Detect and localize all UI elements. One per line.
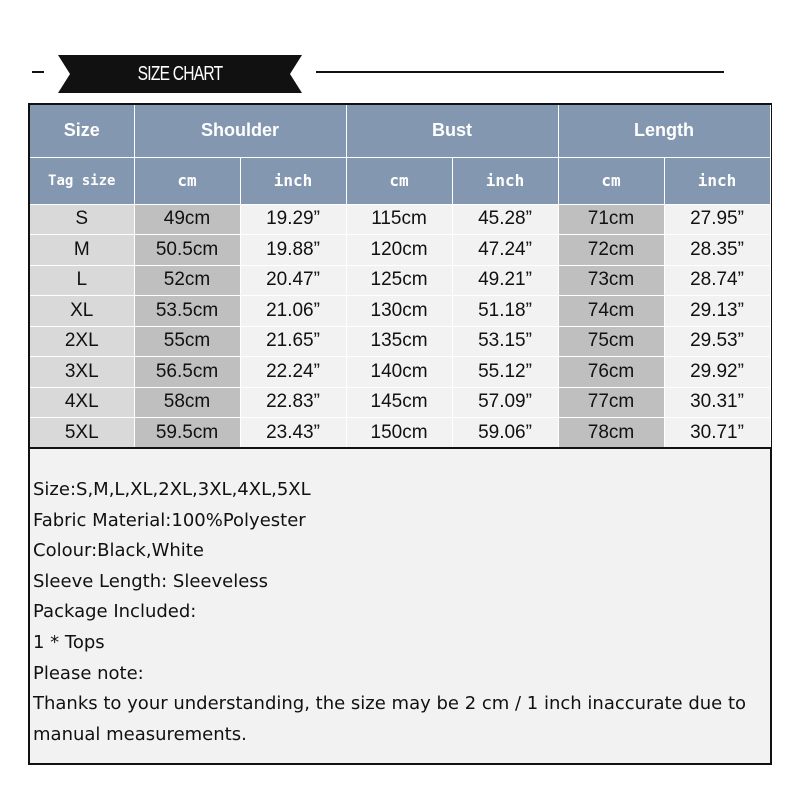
shoulder-cm-cell: 50.5cm [134, 235, 240, 266]
length-cm-cell: 78cm [558, 418, 664, 449]
shoulder-cm-cell: 59.5cm [134, 418, 240, 449]
shoulder-inch-cell: 21.65” [240, 326, 346, 357]
note-line: Sleeve Length: Sleeveless [33, 570, 269, 592]
table-row [30, 387, 770, 418]
table-row [30, 357, 770, 388]
table-row [30, 296, 770, 327]
banner-notch-right [290, 55, 302, 93]
bust-inch-cell: 47.24” [452, 235, 558, 266]
note-line: Fabric Material:100%Polyester [33, 509, 306, 531]
length-cm-cell: 73cm [558, 265, 664, 296]
length-cm-cell: 76cm [558, 357, 664, 388]
bust-cm-cell: 130cm [346, 296, 452, 327]
bust-inch-cell: 51.18” [452, 296, 558, 327]
size-cell: XL [30, 296, 134, 327]
size-cell: M [30, 235, 134, 266]
unit-header-row [30, 157, 770, 204]
size-chart-header [0, 50, 800, 100]
note-line: Size:S,M,L,XL,2XL,3XL,4XL,5XL [33, 479, 311, 500]
header-unit: cm [558, 157, 664, 204]
page-title: SIZE CHART [137, 63, 223, 85]
shoulder-inch-cell: 19.29” [240, 204, 346, 235]
size-cell: 5XL [30, 418, 134, 449]
header-unit: inch [664, 157, 770, 204]
bust-inch-cell: 55.12” [452, 357, 558, 388]
shoulder-inch-cell: 22.83” [240, 387, 346, 418]
shoulder-cm-cell: 58cm [134, 387, 240, 418]
header-unit: inch [452, 157, 558, 204]
bust-cm-cell: 115cm [346, 204, 452, 235]
size-table [30, 105, 771, 449]
header-tag-size: Tag size [30, 157, 134, 204]
product-notes [33, 475, 769, 750]
length-inch-cell: 27.95” [664, 204, 770, 235]
length-inch-cell: 28.74” [664, 265, 770, 296]
header-length: Length [558, 105, 770, 157]
length-inch-cell: 30.31” [664, 387, 770, 418]
header-unit: cm [346, 157, 452, 204]
table-row [30, 235, 770, 266]
table-row [30, 418, 770, 449]
bust-inch-cell: 45.28” [452, 204, 558, 235]
length-inch-cell: 28.35” [664, 235, 770, 266]
table-row [30, 265, 770, 296]
note-line: Colour:Black,White [33, 540, 204, 562]
length-inch-cell: 30.71” [664, 418, 770, 449]
size-cell: L [30, 265, 134, 296]
bust-inch-cell: 57.09” [452, 387, 558, 418]
bust-inch-cell: 59.06” [452, 418, 558, 449]
shoulder-cm-cell: 53.5cm [134, 296, 240, 327]
length-cm-cell: 72cm [558, 235, 664, 266]
size-cell: 3XL [30, 357, 134, 388]
size-cell: 2XL [30, 326, 134, 357]
shoulder-cm-cell: 49cm [134, 204, 240, 235]
bust-cm-cell: 145cm [346, 387, 452, 418]
shoulder-cm-cell: 55cm [134, 326, 240, 357]
note-line: Please note: [33, 662, 144, 684]
length-cm-cell: 74cm [558, 296, 664, 327]
note-line: 1 * Tops [33, 631, 105, 653]
shoulder-inch-cell: 23.43” [240, 418, 346, 449]
bust-cm-cell: 140cm [346, 357, 452, 388]
header-size: Size [30, 105, 134, 157]
title-banner [58, 55, 302, 93]
shoulder-cm-cell: 56.5cm [134, 357, 240, 388]
header-bust: Bust [346, 105, 558, 157]
header-unit: inch [240, 157, 346, 204]
length-cm-cell: 75cm [558, 326, 664, 357]
length-inch-cell: 29.92” [664, 357, 770, 388]
note-line: Package Included: [33, 601, 197, 623]
size-cell: 4XL [30, 387, 134, 418]
shoulder-inch-cell: 19.88” [240, 235, 346, 266]
bust-cm-cell: 120cm [346, 235, 452, 266]
length-cm-cell: 71cm [558, 204, 664, 235]
bust-inch-cell: 53.15” [452, 326, 558, 357]
shoulder-inch-cell: 20.47” [240, 265, 346, 296]
header-unit: cm [134, 157, 240, 204]
header-shoulder: Shoulder [134, 105, 346, 157]
size-chart-panel [28, 103, 772, 765]
header-rule [316, 71, 724, 73]
bust-cm-cell: 125cm [346, 265, 452, 296]
header-dash [32, 71, 44, 73]
bust-cm-cell: 135cm [346, 326, 452, 357]
shoulder-inch-cell: 21.06” [240, 296, 346, 327]
table-row [30, 204, 770, 235]
length-inch-cell: 29.13” [664, 296, 770, 327]
group-header-row [30, 105, 770, 157]
bust-cm-cell: 150cm [346, 418, 452, 449]
shoulder-inch-cell: 22.24” [240, 357, 346, 388]
note-line: Thanks to your understanding, the size may be 2 cm / 1 inch inaccurate due to manual measurements. [33, 693, 747, 745]
table-row [30, 326, 770, 357]
bust-inch-cell: 49.21” [452, 265, 558, 296]
shoulder-cm-cell: 52cm [134, 265, 240, 296]
length-cm-cell: 77cm [558, 387, 664, 418]
banner-notch-left [58, 55, 70, 93]
length-inch-cell: 29.53” [664, 326, 770, 357]
size-cell: S [30, 204, 134, 235]
